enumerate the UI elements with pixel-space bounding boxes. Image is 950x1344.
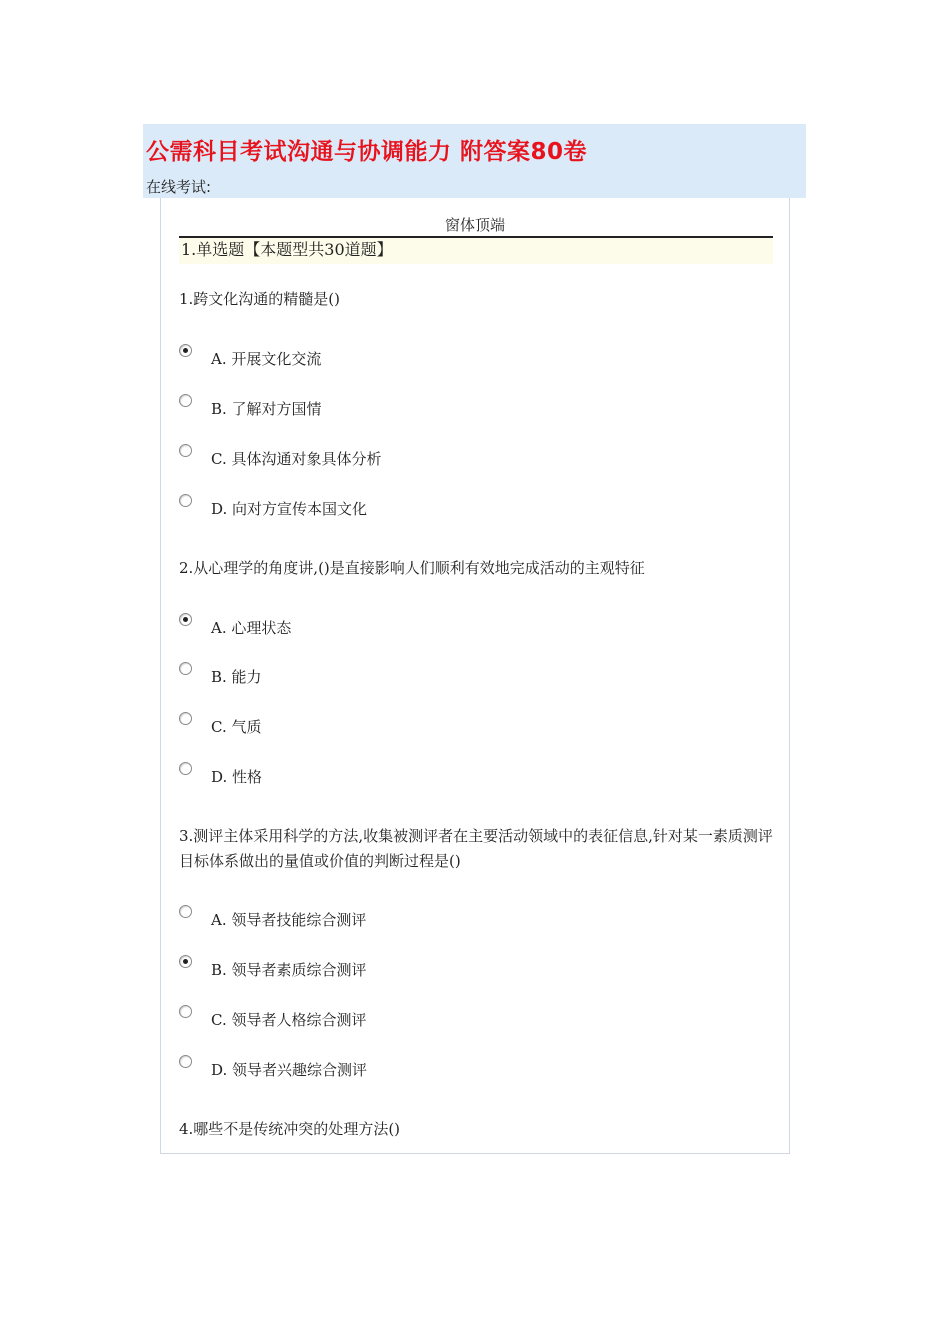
- radio-icon[interactable]: [179, 712, 192, 725]
- question-3-text: 3.测评主体采用科学的方法,收集被测评者在主要活动领域中的表征信息,针对某一素质测评目标体系做出的量值或价值的判断过程是(): [179, 827, 773, 870]
- radio-checked-icon[interactable]: [179, 344, 192, 357]
- radio-icon[interactable]: [179, 444, 192, 457]
- option-label: D. 向对方宣传本国文化: [211, 500, 368, 518]
- question-1-text: 1.跨文化沟通的精髓是(): [179, 290, 341, 308]
- option-label: C. 气质: [211, 718, 262, 736]
- radio-checked-icon[interactable]: [179, 613, 192, 626]
- option-label: D. 性格: [211, 768, 263, 786]
- radio-icon[interactable]: [179, 394, 192, 407]
- question-4-text: 4.哪些不是传统冲突的处理方法(): [179, 1120, 401, 1138]
- page-subtitle: 在线考试:: [146, 178, 212, 196]
- radio-icon[interactable]: [179, 762, 192, 775]
- option-label: C. 领导者人格综合测评: [211, 1011, 367, 1029]
- radio-icon[interactable]: [179, 1005, 192, 1018]
- option-label: A. 开展文化交流: [211, 350, 322, 368]
- option-label: B. 了解对方国情: [211, 400, 322, 418]
- radio-icon[interactable]: [179, 905, 192, 918]
- page-header: [143, 124, 806, 198]
- radio-icon[interactable]: [179, 494, 192, 507]
- option-label: B. 能力: [211, 668, 262, 686]
- option-label: B. 领导者素质综合测评: [211, 961, 367, 979]
- exam-form: [160, 198, 790, 1154]
- page-title: 公需科目考试沟通与协调能力 附答案80卷: [146, 139, 588, 165]
- form-top-label: 窗体顶端: [444, 216, 505, 234]
- radio-checked-icon[interactable]: [179, 955, 192, 968]
- radio-icon[interactable]: [179, 1055, 192, 1068]
- option-label: D. 领导者兴趣综合测评: [211, 1061, 368, 1079]
- option-label: A. 心理状态: [211, 619, 292, 637]
- option-label: C. 具体沟通对象具体分析: [211, 450, 382, 468]
- section-title: 1.单选题【本题型共30道题】: [179, 236, 773, 264]
- radio-icon[interactable]: [179, 662, 192, 675]
- question-2-text: 2.从心理学的角度讲,()是直接影响人们顺利有效地完成活动的主观特征: [179, 559, 645, 577]
- option-label: A. 领导者技能综合测评: [211, 911, 367, 929]
